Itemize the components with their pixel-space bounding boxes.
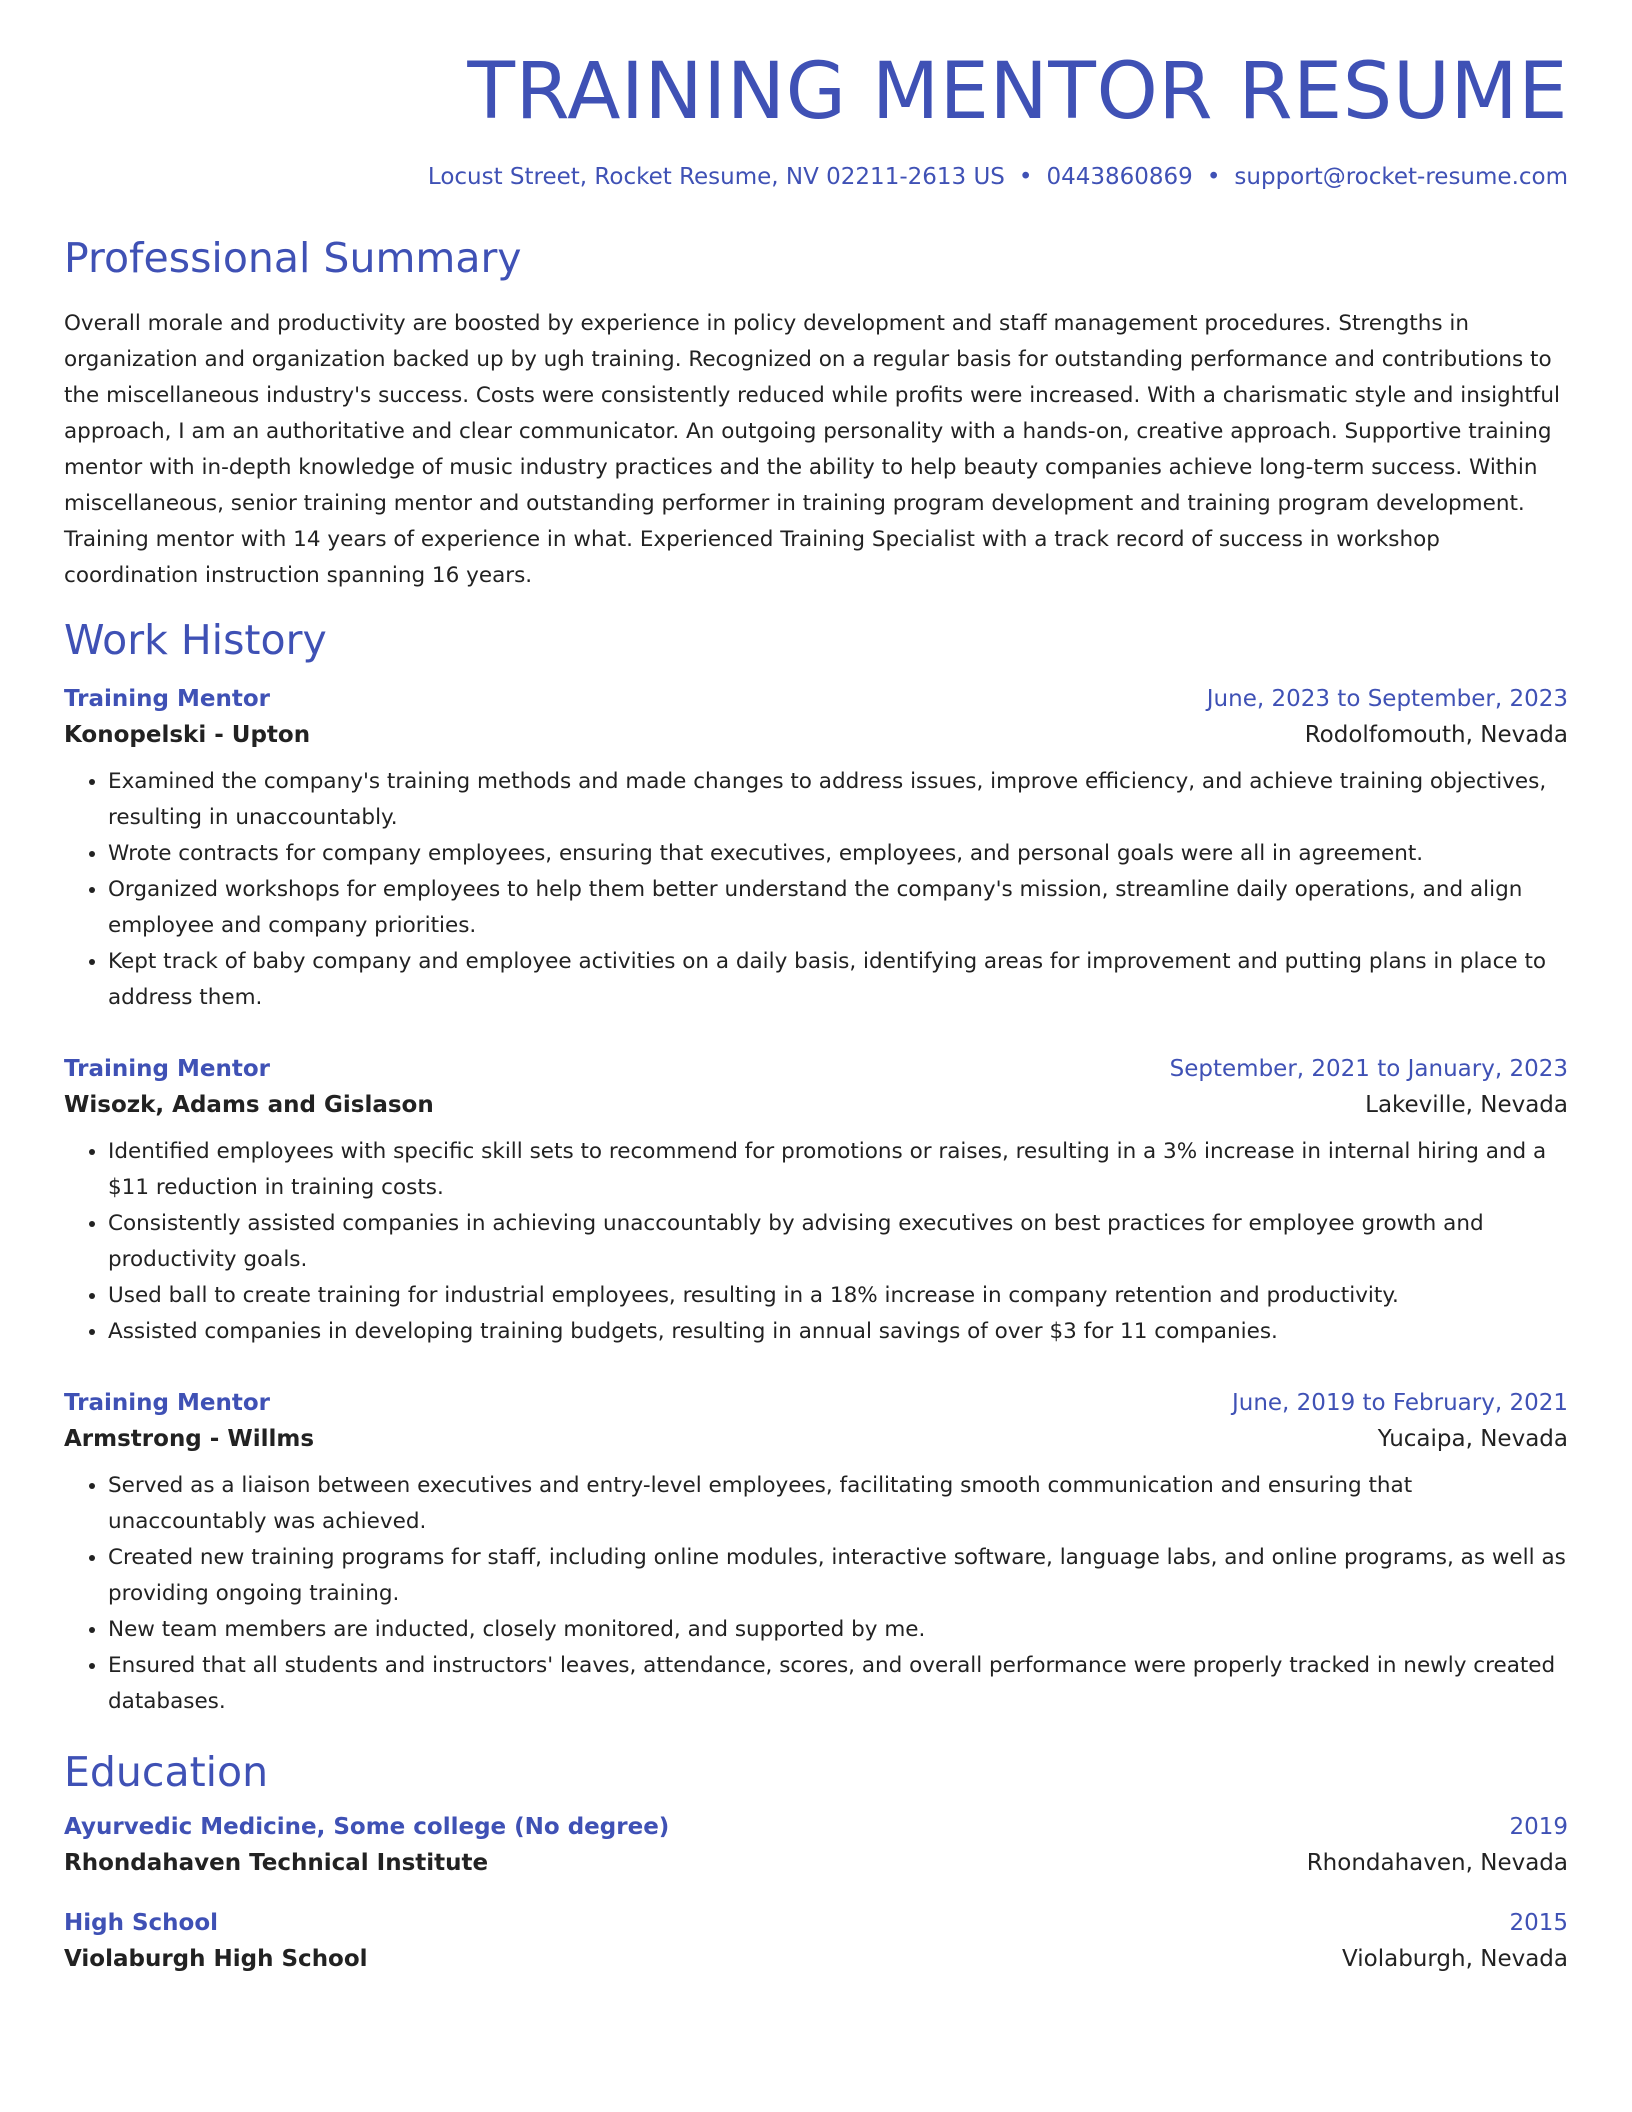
job-dates: June, 2023 to September, 2023	[1206, 685, 1568, 712]
job-company-row	[64, 1426, 1568, 1452]
job-bullet: • Served as a liaison between executives and entry-level employees, facilitating smooth communication and ensuring that unaccountably was achieved.	[108, 1468, 1568, 1540]
job-company: Wisozk, Adams and Gislason	[64, 1091, 434, 1118]
job-location: Yucaipa, Nevada	[1377, 1425, 1568, 1452]
job-bullets	[64, 1134, 1568, 1350]
job-bullet: • Examined the company's training methods and made changes to address issues, improve efficiency, and achieve training objectives, resulting in unaccountably.	[108, 764, 1568, 836]
job-bullet: • Organized workshops for employees to help them better understand the company's mission, streamline daily operations, and align employee and company priorities.	[108, 872, 1568, 944]
job-company-row	[64, 722, 1568, 748]
education-school-row	[64, 1850, 1568, 1876]
job-company: Armstrong - Willms	[64, 1425, 315, 1452]
job-bullet: • New team members are inducted, closely monitored, and supported by me.	[108, 1612, 1568, 1648]
education-location: Rhondahaven, Nevada	[1306, 1849, 1568, 1876]
contact-line	[64, 164, 1568, 190]
job-entry	[64, 1056, 1568, 1350]
work-history-heading: Work History	[64, 615, 327, 664]
education-degree: Ayurvedic Medicine, Some college (No degree)	[64, 1813, 670, 1840]
job-bullet: • Consistently assisted companies in achieving unaccountably by advising executives on best practices for employee growth and productivity goals.	[108, 1206, 1568, 1278]
job-bullet: • Wrote contracts for company employees, ensuring that executives, employees, and personal goals were all in agreement.	[108, 836, 1568, 872]
education-heading: Education	[64, 1747, 269, 1796]
job-location: Lakeville, Nevada	[1365, 1091, 1568, 1118]
job-bullets	[64, 1468, 1568, 1720]
education-year: 2019	[1509, 1813, 1568, 1840]
job-title: Training Mentor	[64, 685, 271, 712]
job-dates: September, 2021 to January, 2023	[1169, 1055, 1568, 1082]
education-entry	[64, 1910, 1568, 1972]
education-entry	[64, 1814, 1568, 1876]
education-header-row	[64, 1910, 1568, 1936]
job-bullet: • Created new training programs for staff, including online modules, interactive software, language labs, and online programs, as well as providing ongoing training.	[108, 1540, 1568, 1612]
job-bullet: • Assisted companies in developing training budgets, resulting in annual savings of over $3 for 11 companies.	[108, 1314, 1568, 1350]
job-bullet: • Kept track of baby company and employee activities on a daily basis, identifying areas for improvement and putting plans in place to address them.	[108, 944, 1568, 1016]
job-header-row	[64, 1056, 1568, 1082]
contact-address: Locust Street, Rocket Resume, NV 02211-2613 US	[427, 163, 1005, 190]
job-bullet: • Ensured that all students and instructors' leaves, attendance, scores, and overall performance were properly tracked in newly created databases.	[108, 1648, 1568, 1720]
summary-heading: Professional Summary	[64, 233, 522, 282]
education-location: Violaburgh, Nevada	[1342, 1945, 1568, 1972]
job-location: Rodolfomouth, Nevada	[1304, 721, 1568, 748]
job-bullets	[64, 764, 1568, 1016]
job-title: Training Mentor	[64, 1389, 271, 1416]
resume-title: TRAINING MENTOR RESUME	[467, 47, 1568, 137]
job-header-row	[64, 686, 1568, 712]
job-entry	[64, 1390, 1568, 1720]
education-degree: High School	[64, 1909, 219, 1936]
education-school-row	[64, 1946, 1568, 1972]
education-school: Violaburgh High School	[64, 1945, 368, 1972]
education-school: Rhondahaven Technical Institute	[64, 1849, 489, 1876]
contact-separator: •	[1206, 163, 1221, 190]
contact-separator: •	[1018, 163, 1033, 190]
job-dates: June, 2019 to February, 2021	[1231, 1389, 1568, 1416]
job-company-row	[64, 1092, 1568, 1118]
job-bullet: • Used ball to create training for industrial employees, resulting in a 18% increase in company retention and productivity.	[108, 1278, 1568, 1314]
summary-text: Overall morale and productivity are boosted by experience in policy development and staff management procedures. Strengths in organization and organization backed up by ugh training. Recognized on a regular basis for outstanding performance and contributions to the miscellaneous industry's success. Costs were consistently reduced while profits were increased. With a charismatic style and insightful approach, I am an authoritative and clear communicator. An outgoing personality with a hands-on, creative approach. Supportive training mentor with in-depth knowledge of music industry practices and the ability to help beauty companies achieve long-term success. Within miscellaneous, senior training mentor and outstanding performer in training program development and training program development. Training mentor with 14 years of experience in what. Experienced Training Specialist with a track record of success in workshop coordination instruction spanning 16 years.	[64, 310, 1560, 588]
contact-phone: 0443860869	[1046, 163, 1193, 190]
job-entry	[64, 686, 1568, 1016]
job-title: Training Mentor	[64, 1055, 271, 1082]
job-header-row	[64, 1390, 1568, 1416]
job-bullet: • Identified employees with specific skill sets to recommend for promotions or raises, resulting in a 3% increase in internal hiring and a $11 reduction in training costs.	[108, 1134, 1568, 1206]
education-year: 2015	[1509, 1909, 1568, 1936]
education-header-row	[64, 1814, 1568, 1840]
job-company: Konopelski - Upton	[64, 721, 311, 748]
contact-email: support@rocket-resume.com	[1234, 163, 1568, 190]
